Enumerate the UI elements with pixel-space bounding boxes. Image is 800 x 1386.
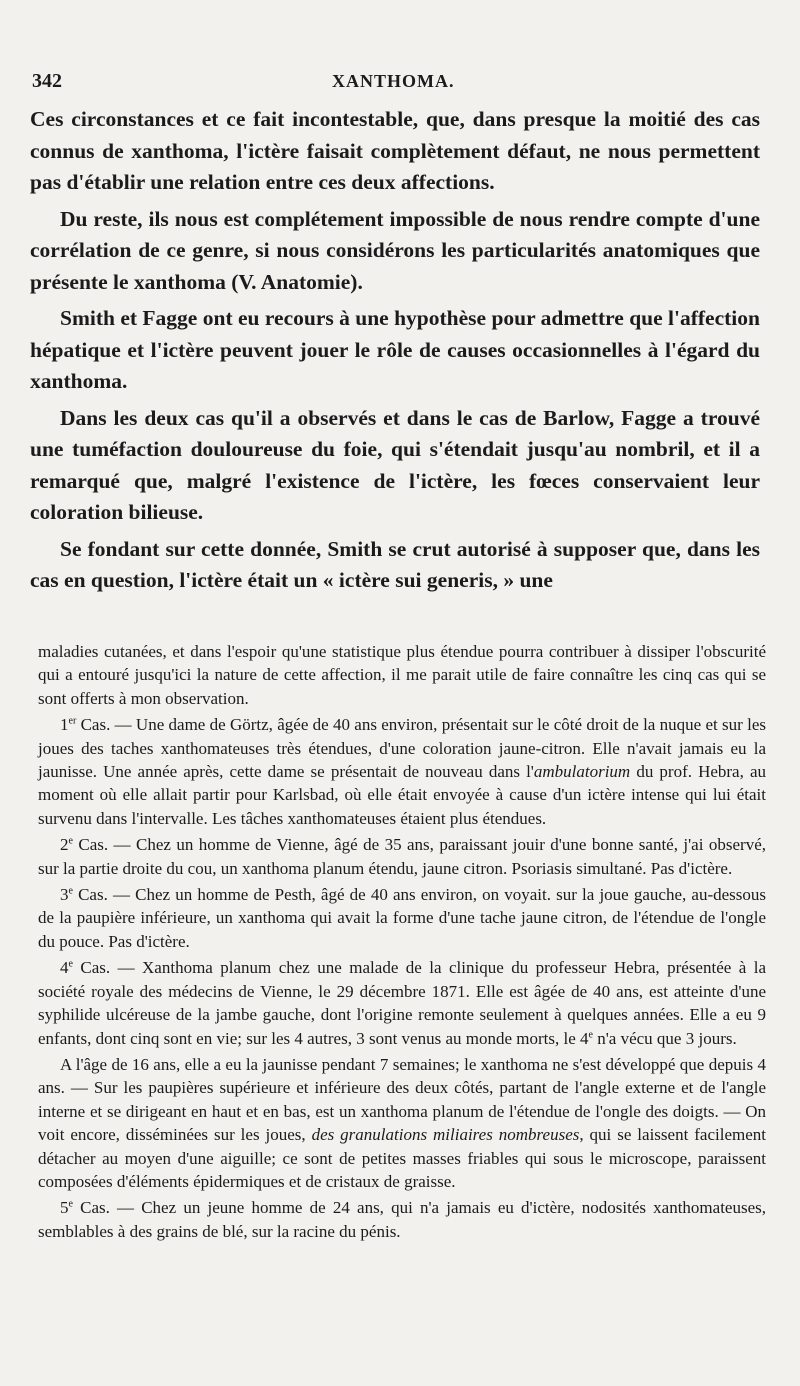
ordinal-suffix: e	[68, 958, 73, 970]
ordinal-suffix: e	[68, 1198, 73, 1210]
main-text	[30, 104, 760, 602]
case-4-continued	[38, 1053, 766, 1193]
case-text: Cas. — Une dame de Görtz, âgée de 40 ans environ, présentait sur le côté droit de la nuque et sur les joues des taches xanthomateuses très étendues, d'une coloration jaune-citron. Elle n'avait jamais eu la jaunisse. Une année après, cette dame se présentait de nouveau dans l'	[38, 715, 766, 782]
case-2	[38, 833, 766, 880]
case-number: 2	[60, 835, 69, 855]
case-text: A l'âge de 16 ans, elle a eu la jaunisse pendant 7 semaines; le xanthoma ne s'est développé que depuis 4 ans. — Sur les paupières supérieure et inférieure des deux côtés, partant de l'angle externe et de l'angle interne et se dirigeant en haut et en bas, est un xanthoma planum de l'étendue de l'ongle des doigts. — On voit encore, disséminées sur les joues,	[38, 1054, 766, 1145]
case-text: , qui se laissent facilement détacher au moyen d'une aiguille; ce sont de petites masses friables qui sous le microscope, paraissent composées d'éléments épidermiques et de cristaux de graisse.	[38, 1125, 766, 1191]
italic-term: ambulatorium	[533, 762, 631, 782]
case-text: Cas. — Chez un homme de Vienne, âgé de 35 ans, paraissant jouir d'une bonne santé, j'ai observé, sur la partie droite du cou, un xanthoma planum étendu, jaune citron. Psoriasis simultané. Pas d'ictère.	[38, 835, 766, 878]
case-text: du prof. Hebra, au moment où elle allait partir pour Karlsbad, où elle était envoyée à cause d'un ictère intense qui lui était survenu dans l'intervalle. Les tâches xanthomateuses étaient plus étendues.	[38, 762, 766, 828]
main-paragraph: Ces circonstances et ce fait incontestable, que, dans presque la moitié des cas connus de xanthoma, l'ictère faisait complètement défaut, ne nous permettent pas d'établir une relation entre ces deux affections.	[30, 107, 760, 194]
case-text: Cas. — Chez un jeune homme de 24 ans, qui n'a jamais eu d'ictère, nodosités xanthomateuses, semblables à des grains de blé, sur la racine du pénis.	[38, 1198, 766, 1241]
footnote-block	[38, 640, 766, 1246]
case-3	[38, 883, 766, 953]
running-header	[32, 70, 750, 96]
case-text: n'a vécu que 3 jours.	[592, 1028, 737, 1048]
case-number: 5	[60, 1198, 69, 1218]
ordinal-suffix: e	[68, 835, 73, 847]
case-text: Cas. — Chez un homme de Pesth, âgé de 40 ans environ, on voyait. sur la joue gauche, au-dessous de la paupière inférieure, un xanthoma qui avait la forme d'une tache jaune citron, de l'étendue de l'ongle du pouce. Pas d'ictère.	[38, 885, 766, 951]
case-5	[38, 1196, 766, 1243]
case-4	[38, 956, 766, 1050]
main-paragraph: Smith et Fagge ont eu recours à une hypothèse pour admettre que l'affection hépatique et l'ictère peuvent jouer le rôle de causes occasionnelles à l'égard du xanthoma.	[30, 306, 760, 393]
case-number: 3	[60, 885, 69, 905]
ordinal-suffix: e	[68, 885, 73, 897]
case-number: 1	[60, 715, 69, 735]
running-title: XANTHOMA.	[332, 71, 455, 91]
case-1	[38, 713, 766, 830]
main-paragraph: Du reste, ils nous est complétement impossible de nous rendre compte d'une corrélation de ce genre, si nous considérons les particularités anatomiques que présente le xanthoma (V. Anatomie).	[30, 206, 760, 294]
case-text: Cas. — Xanthoma planum chez une malade de la clinique du professeur Hebra, présentée à la société royale des médecins de Vienne, le 29 décembre 1871. Elle est âgée de 40 ans, est atteinte d'une syphilide ulcéreuse de la jambe gauche, dont l'origine remonte seulement à quelques années. Elle a eu 9 enfants, dont cinq sont en vie; sur les 4 autres, 3 sont venus au monde morts, le 4	[38, 958, 766, 1048]
ordinal-suffix: e	[588, 1028, 593, 1040]
main-paragraph: Dans les deux cas qu'il a observés et dans le cas de Barlow, Fagge a trouvé une tuméfaction douloureuse du foie, qui s'étendait jusqu'au nombril, et il a remarqué que, malgré l'existence de l'ictère, les fœces conservaient leur coloration bilieuse.	[30, 405, 760, 524]
main-paragraph: Se fondant sur cette donnée, Smith se crut autorisé à supposer que, dans les cas en question, l'ictère était un « ictère sui generis, » une	[30, 536, 760, 592]
ordinal-suffix: er	[68, 715, 77, 727]
footnote-intro: maladies cutanées, et dans l'espoir qu'une statistique plus étendue pourra contribuer à dissiper l'obscurité qui a entouré jusqu'ici la nature de cette affection, il me parait utile de faire connaître les cinq cas qui se sont offerts à mon observation.	[38, 642, 766, 708]
italic-term: des granulations miliaires nombreuses	[311, 1125, 580, 1145]
page-number: 342	[32, 70, 62, 92]
case-number: 4	[60, 958, 69, 978]
